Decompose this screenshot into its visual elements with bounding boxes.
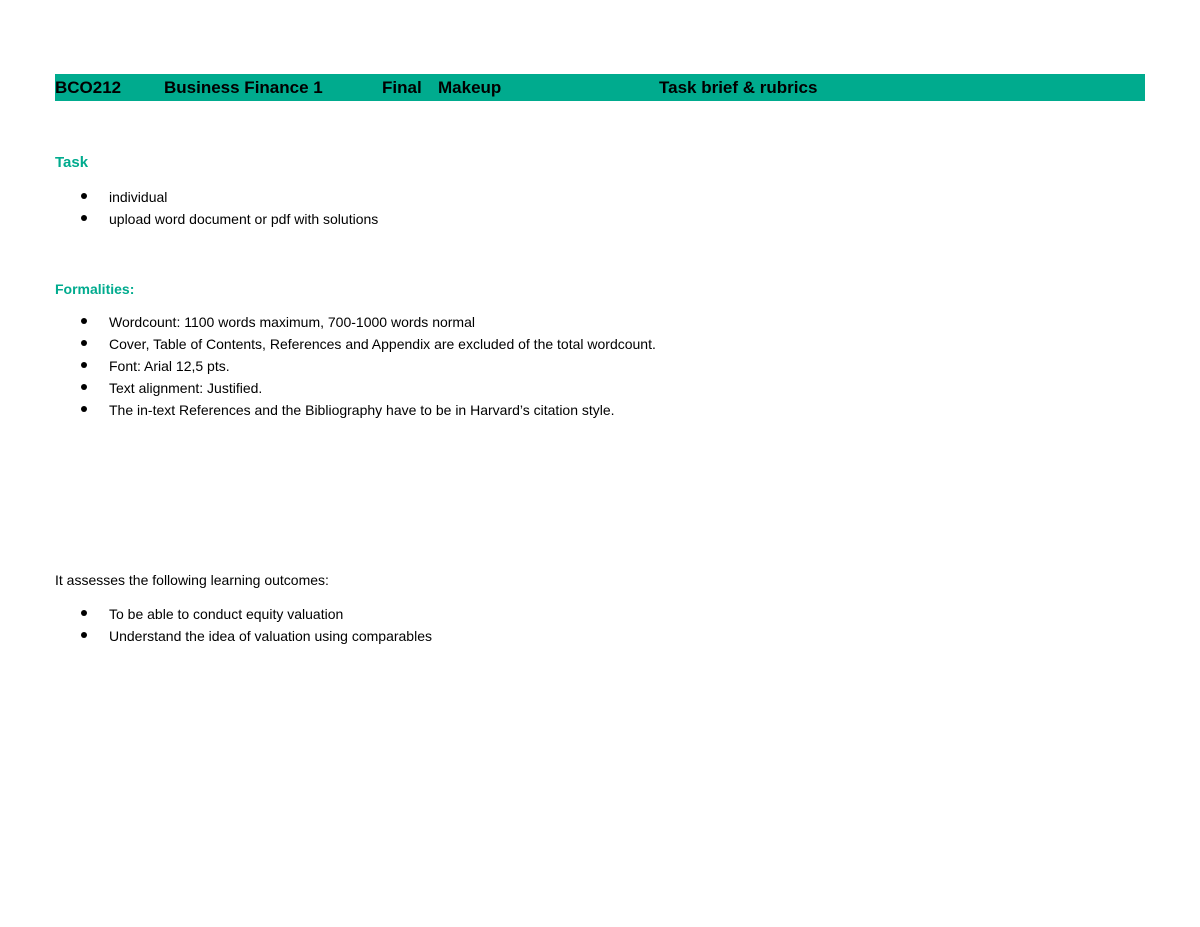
- bullet-icon: [81, 362, 87, 368]
- course-code: BCO212: [55, 78, 122, 97]
- list-item-text: Font: Arial 12,5 pts.: [109, 358, 230, 374]
- course-name: Business Finance 1: [164, 78, 323, 97]
- list-item-text: individual: [109, 189, 168, 205]
- bullet-icon: [81, 384, 87, 390]
- exam-type: Final: [382, 78, 422, 97]
- bullet-icon: [81, 340, 87, 346]
- list-item-text: Text alignment: Justified.: [109, 380, 263, 396]
- formalities-heading: Formalities:: [55, 281, 135, 297]
- bullet-icon: [81, 632, 87, 638]
- list-item-text: To be able to conduct equity valuation: [109, 606, 344, 622]
- outcomes-intro: It assesses the following learning outcomes:: [55, 572, 329, 588]
- exam-variant: Makeup: [438, 78, 502, 97]
- bullet-icon: [81, 406, 87, 412]
- list-item-text: Cover, Table of Contents, References and Appendix are excluded of the total wordcount.: [109, 336, 656, 352]
- bullet-icon: [81, 215, 87, 221]
- document-title: Task brief & rubrics: [659, 78, 818, 97]
- task-heading: Task: [55, 154, 89, 171]
- header-bar: [55, 74, 1145, 101]
- list-item-text: The in-text References and the Bibliography have to be in Harvard’s citation style.: [109, 402, 615, 418]
- list-item-text: Wordcount: 1100 words maximum, 700-1000 words normal: [109, 314, 475, 330]
- bullet-icon: [81, 193, 87, 199]
- bullet-icon: [81, 610, 87, 616]
- bullet-icon: [81, 318, 87, 324]
- list-item-text: Understand the idea of valuation using comparables: [109, 628, 432, 644]
- list-item-text: upload word document or pdf with solutions: [109, 211, 379, 227]
